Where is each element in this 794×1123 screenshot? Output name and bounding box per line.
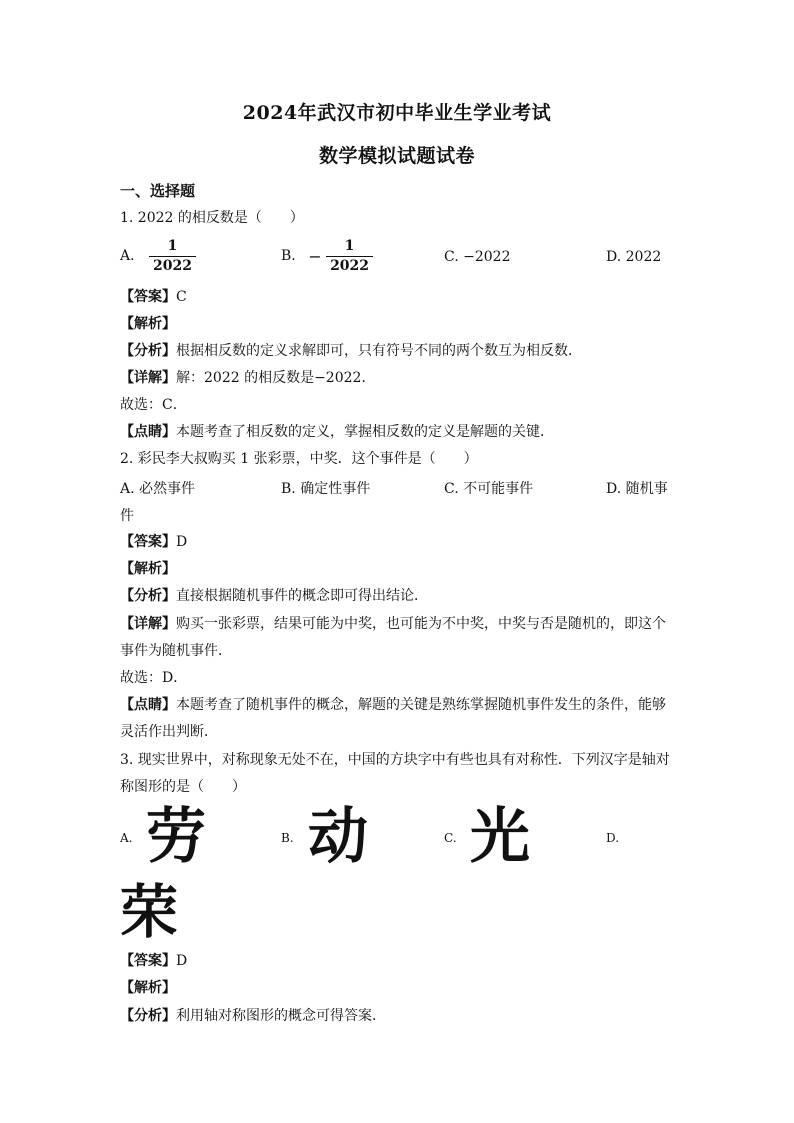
- q1-dianjing-text: 本题考查了相反数的定义，掌握相反数的定义是解题的关键．: [176, 424, 554, 440]
- q2-xiangjie-text-1: 购买一张彩票，结果可能为中奖，也可能为不中奖，中奖与否是随机的，即这个: [176, 616, 666, 632]
- answer-tag: 【答案】: [120, 534, 176, 550]
- fenxi-tag: 【分析】: [120, 1008, 176, 1024]
- q1-fenxi-text: 根据相反数的定义求解即可，只有符号不同的两个数互为相反数．: [176, 343, 582, 359]
- q1-option-b: [281, 238, 373, 274]
- q1-answer-value: C: [176, 289, 187, 305]
- q1-analysis-tag: 【解析】: [120, 316, 176, 332]
- q2-analysis-tag: 【解析】: [120, 561, 176, 577]
- q3-option-c-char: 光: [470, 802, 530, 872]
- answer-tag: 【答案】: [120, 953, 176, 969]
- q2-option-b: B. 确定性事件: [281, 481, 371, 497]
- q3-stem-1: 3. 现实世界中，对称现象无处不在，中国的方块字中有些也具有对称性．下列汉字是轴对: [120, 752, 670, 768]
- q2-fenxi: [120, 586, 428, 606]
- q1-option-a: [120, 238, 196, 274]
- xiangjie-tag: 【详解】: [120, 370, 176, 386]
- q1-option-b-numerator: 1: [344, 238, 355, 254]
- q1-xiangjie: [120, 368, 375, 388]
- q1-option-a-numerator: 1: [167, 238, 178, 254]
- q2-option-d-wrap: 件: [120, 508, 134, 524]
- q2-stem: 2. 彩民李大叔购买 1 张彩票，中奖．这个事件是（ ）: [120, 451, 478, 467]
- q2-fenxi-text: 直接根据随机事件的概念即可得出结论．: [176, 588, 428, 604]
- q2-xiangjie: [120, 614, 666, 634]
- q1-option-b-denominator: 2022: [330, 258, 370, 274]
- section-heading: 一、选择题: [120, 182, 196, 200]
- q1-option-c: C. −2022: [444, 249, 511, 265]
- q1-guxuan: 故选：C．: [120, 397, 187, 413]
- q3-answer-value: D: [176, 953, 188, 969]
- dianjing-tag: 【点睛】: [120, 424, 176, 440]
- page-subtitle: 数学模拟试题试卷: [318, 145, 475, 167]
- q1-option-a-label: A.: [120, 248, 135, 264]
- q3-option-c-label: C.: [444, 831, 457, 845]
- q2-answer-value: D: [176, 534, 188, 550]
- q2-xiangjie-text-2: 事件为随机事件．: [120, 643, 232, 659]
- q2-option-c: C. 不可能事件: [444, 481, 534, 497]
- page-title: 2024年武汉市初中毕业生学业考试: [242, 102, 552, 124]
- q3-option-a-label: A.: [120, 831, 133, 845]
- xiangjie-tag: 【详解】: [120, 616, 176, 632]
- q2-answer: [120, 532, 187, 552]
- fenxi-tag: 【分析】: [120, 343, 176, 359]
- fraction-bar: [326, 256, 373, 257]
- q3-fenxi: [120, 1006, 386, 1026]
- q1-fenxi: [120, 341, 582, 361]
- q3-analysis-tag: 【解析】: [120, 980, 176, 996]
- q1-option-b-fraction: [326, 238, 373, 274]
- q3-option-d-char: 荣: [120, 878, 179, 946]
- q3-option-d-label: D.: [606, 831, 620, 845]
- q1-option-a-fraction: [149, 238, 196, 274]
- q2-option-d: D. 随机事: [606, 481, 668, 497]
- q3-fenxi-text: 利用轴对称图形的概念可得答案．: [176, 1008, 386, 1024]
- q3-option-b-label: B.: [281, 831, 294, 845]
- q3-stem-2: 称图形的是（ ）: [120, 779, 246, 795]
- answer-tag: 【答案】: [120, 289, 176, 305]
- q1-xiangjie-text: 解：2022 的相反数是−2022．: [176, 370, 376, 386]
- q1-option-a-denominator: 2022: [153, 258, 192, 274]
- fraction-bar: [149, 256, 196, 257]
- q2-dianjing-text-2: 灵活作出判断．: [120, 724, 218, 740]
- q1-option-b-sign: −: [308, 246, 322, 266]
- q2-guxuan: 故选：D．: [120, 670, 188, 686]
- q2-option-a: A. 必然事件: [120, 481, 196, 497]
- fenxi-tag: 【分析】: [120, 588, 176, 604]
- q2-dianjing-text-1: 本题考查了随机事件的概念，解题的关键是熟练掌握随机事件发生的条件，能够: [176, 697, 666, 713]
- q1-dianjing: [120, 422, 554, 442]
- dianjing-tag: 【点睛】: [120, 697, 176, 713]
- q1-option-d: D. 2022: [606, 249, 662, 265]
- q3-option-a-char: 劳: [146, 802, 206, 872]
- q3-option-b-char: 动: [308, 802, 368, 872]
- q1-stem: 1. 2022 的相反数是（ ）: [120, 210, 304, 226]
- q1-option-b-label: B.: [281, 248, 296, 264]
- q2-dianjing: [120, 695, 666, 715]
- q1-answer: [120, 287, 187, 307]
- q3-answer: [120, 951, 187, 971]
